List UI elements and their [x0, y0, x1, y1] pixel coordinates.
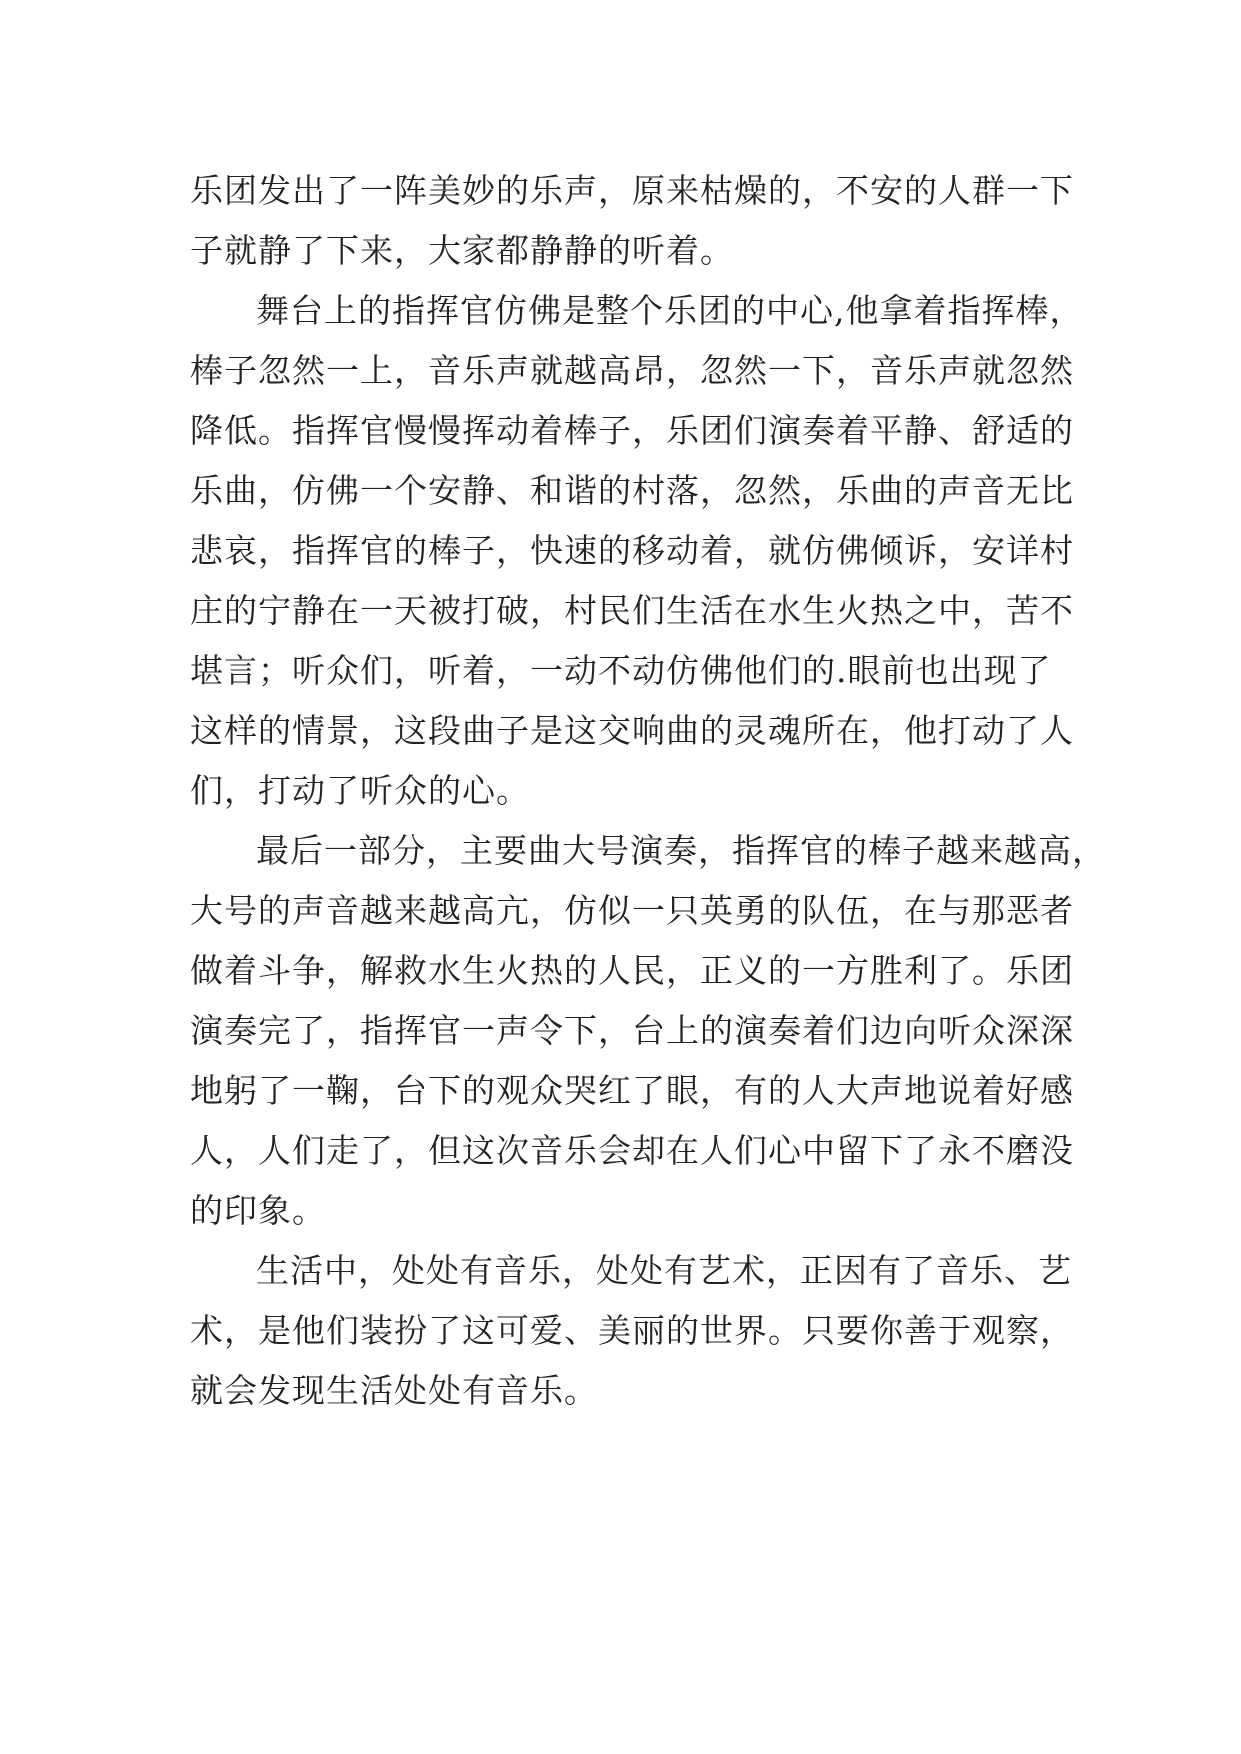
text-line: 术，是他们装扮了这可爱、美丽的世界。只要你善于观察， [190, 1311, 1074, 1350]
text-line: 做着斗争，解救水生火热的人民，正义的一方胜利了。乐团 [190, 951, 1074, 990]
text-line: 庄的宁静在一天被打破，村民们生活在水生火热之中，苦不 [190, 591, 1074, 630]
paragraph-3 [190, 821, 1106, 1241]
text-line: 堪言；听众们，听着，一动不动仿佛他们的.眼前也出现了 [190, 651, 1052, 690]
text-line: 乐曲，仿佛一个安静、和谐的村落，忽然，乐曲的声音无比 [190, 471, 1074, 510]
text-line: 的印象。 [190, 1191, 326, 1230]
text-line: 子就静了下来，大家都静静的听着。 [190, 231, 734, 270]
paragraph-4 [190, 1241, 1090, 1421]
document-body [190, 161, 1106, 1421]
paragraph-1 [190, 161, 1090, 281]
text-line: 演奏完了，指挥官一声令下，台上的演奏着们边向听众深深 [190, 1011, 1074, 1050]
text-line: 最后一部分，主要曲大号演奏，指挥官的棒子越来越高， [256, 831, 1106, 870]
text-line: 就会发现生活处处有音乐。 [190, 1371, 598, 1410]
text-line: 们，打动了听众的心。 [190, 771, 530, 810]
text-line: 地躬了一鞠，台下的观众哭红了眼，有的人大声地说着好感 [190, 1071, 1074, 1110]
text-line: 悲哀，指挥官的棒子，快速的移动着，就仿佛倾诉，安详村 [190, 531, 1074, 570]
paragraph-2 [190, 281, 1090, 821]
text-line: 生活中，处处有音乐，处处有艺术，正因有了音乐、艺 [256, 1251, 1072, 1290]
text-line: 乐团发出了一阵美妙的乐声，原来枯燥的，不安的人群一下 [190, 171, 1074, 210]
text-line: 舞台上的指挥官仿佛是整个乐团的中心,他拿着指挥棒， [256, 291, 1084, 330]
text-line: 人，人们走了，但这次音乐会却在人们心中留下了永不磨没 [190, 1131, 1074, 1170]
text-line: 棒子忽然一上，音乐声就越高昂，忽然一下，音乐声就忽然 [190, 351, 1074, 390]
text-line: 这样的情景，这段曲子是这交响曲的灵魂所在，他打动了人 [190, 711, 1074, 750]
text-line: 大号的声音越来越高亢，仿似一只英勇的队伍，在与那恶者 [190, 891, 1074, 930]
text-line: 降低。指挥官慢慢挥动着棒子，乐团们演奏着平静、舒适的 [190, 411, 1074, 450]
